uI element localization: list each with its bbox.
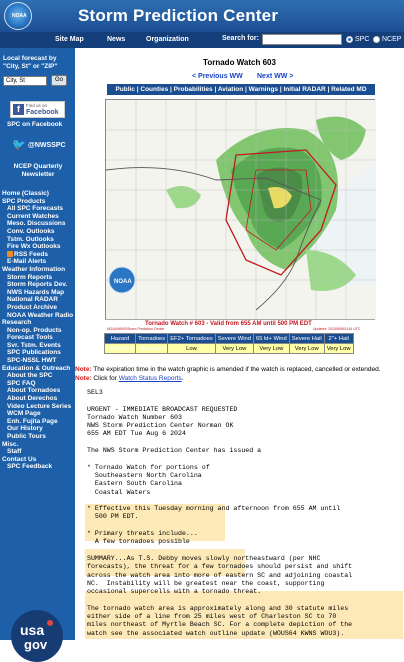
sidebar-item[interactable] [2, 312, 74, 320]
sidebar-item[interactable] [2, 236, 74, 244]
go-button[interactable]: Go [51, 75, 67, 86]
product-text-line [87, 596, 352, 604]
sidebar-item[interactable] [2, 205, 74, 213]
legend-65kt-wind-value: Very Low [253, 344, 289, 354]
sidebar-item[interactable] [2, 334, 74, 342]
sidebar-item[interactable] [2, 296, 74, 304]
product-text-line: watch see the associated watch outline update (WOUS64 KWNS WOU3). [87, 629, 345, 637]
noaa-logo-text: NOAA [12, 13, 27, 19]
sidebar-item[interactable] [2, 342, 74, 350]
twitter-icon[interactable]: 🐦 [12, 139, 26, 151]
sidebar-item-label: Svr. Tstm. Events [7, 341, 61, 349]
product-text-line [87, 522, 352, 530]
map-valid-caption: Tornado Watch # 603 - Valid from 655 AM until 500 PM EDT [145, 321, 312, 327]
sidebar-item-label: NWS Hazards Map [7, 288, 65, 296]
sidebar-item[interactable] [2, 403, 74, 411]
product-text-line: Coastal Waters [87, 488, 151, 496]
sidebar-item-label: Education & Outreach [2, 364, 71, 372]
previous-ww-link[interactable]: < Previous WW [192, 73, 243, 80]
svg-text:NOAA: NOAA [114, 279, 132, 285]
note-status-post: . [181, 375, 184, 382]
facebook-badge[interactable] [10, 101, 65, 118]
sidebar-item-label: Product Archive [7, 303, 57, 311]
note-status-pre: Click for [91, 375, 119, 382]
legend-2in-hail-value: Very Low [324, 344, 353, 354]
sidebar-item-label: National RADAR [7, 296, 58, 304]
product-text-line: 500 PM EDT. [87, 513, 139, 521]
legend-header-severe-hail: Severe Hail [289, 334, 324, 344]
sidebar-item[interactable] [2, 387, 74, 395]
facebook-find-label: Find us on [26, 103, 48, 108]
sidebar-item-label: SPC-NSSL HWT [7, 357, 57, 365]
legend-hazard-row [105, 334, 354, 344]
local-forecast-label: Local forecast by "City, St" or "ZIP" [3, 55, 58, 70]
nav-site-map[interactable]: Site Map [55, 36, 84, 43]
sidebar-item[interactable] [2, 213, 74, 221]
watch-map-graphic [106, 100, 376, 320]
sidebar-item-label: Staff [7, 448, 22, 456]
sidebar-item[interactable] [2, 380, 74, 388]
product-text-line: SEL3 [87, 389, 103, 396]
product-text-line: * Effective this Tuesday morning and afternoon from 655 AM until [87, 505, 341, 513]
site-header [0, 0, 404, 32]
sidebar-item-label: SPC Products [2, 197, 46, 205]
sidebar-item-label: Tstm. Outlooks [7, 235, 54, 243]
search-input[interactable] [262, 34, 342, 45]
product-text-line [87, 397, 352, 405]
sidebar-item-label: Weather Information [2, 265, 66, 273]
spc-facebook-link[interactable]: SPC on Facebook [7, 121, 63, 128]
legend-header-tornadoes: Tornadoes [136, 334, 168, 344]
city-input[interactable]: City, St [3, 76, 47, 86]
note-status-label: Note: [75, 375, 92, 382]
legend-severe-wind-value: Very Low [215, 344, 253, 354]
legend-header-severe-wind: Severe Wind [215, 334, 253, 344]
product-text-line: Tornado Watch Number 603 [87, 413, 182, 421]
product-text-line: URGENT - IMMEDIATE BROADCAST REQUESTED [87, 405, 238, 413]
watch-product-text [87, 389, 352, 638]
product-text-line: NC. Instability will be greatest near the coast, supporting [87, 579, 325, 587]
rss-icon [7, 251, 13, 257]
facebook-icon: f [13, 104, 24, 115]
sidebar-item-label: Fire Wx Outlooks [7, 243, 61, 251]
product-text-line: Southeastern North Carolina [87, 471, 202, 479]
note-expiration [75, 366, 381, 373]
sidebar-item[interactable] [2, 289, 74, 297]
sidebar-item[interactable] [2, 243, 74, 251]
sidebar-item-label: Non-op. Products [7, 326, 62, 334]
note-status [75, 375, 184, 382]
sidebar-item-label: Video Lecture Series [7, 402, 72, 410]
noaa-logo[interactable] [4, 2, 32, 30]
product-text-line [87, 547, 352, 555]
sidebar-item-label: Public Tours [7, 433, 46, 440]
product-text-line [87, 455, 352, 463]
sidebar-item[interactable] [2, 281, 74, 289]
radio-spc-label: SPC [355, 36, 370, 43]
product-text-line: The tornado watch area is approximately along and 30 statute miles [87, 604, 349, 612]
main-content [75, 48, 404, 640]
sidebar-item-label: Storm Reports Dev. [7, 281, 68, 289]
sidebar-item-label: Home (Classic) [2, 190, 49, 197]
product-text-line: The NWS Storm Prediction Center has issued a [87, 447, 262, 455]
sidebar-item[interactable] [2, 220, 74, 228]
sidebar-section[interactable] [2, 319, 74, 327]
sidebar-item-label: NOAA Weather Radio [7, 311, 74, 319]
product-text-line: 655 AM EDT Tue Aug 6 2024 [87, 430, 186, 438]
sidebar-item-label: WCM Page [7, 410, 41, 418]
product-text-line: occasional supercells with a tornado threat. [87, 588, 262, 596]
usagov-dot-icon [47, 620, 53, 626]
watch-status-reports-link[interactable]: Watch Status Reports [118, 375, 182, 382]
sidebar-item[interactable] [2, 395, 74, 403]
radio-spc[interactable] [346, 36, 353, 43]
sidebar-item-label: About the SPC [7, 372, 53, 380]
product-text-line: forecasts), the threat for a few tornadoes should persist and shift [87, 563, 353, 571]
sidebar-item-label: Our History [7, 425, 43, 433]
usagov-text-usa: usa [20, 622, 45, 638]
radio-ncep[interactable] [373, 36, 380, 43]
sidebar-item-label: Storm Reports [7, 273, 53, 281]
nav-news[interactable]: News [107, 36, 126, 43]
note-expiration-label: Note: [75, 366, 92, 373]
sidebar-section[interactable] [2, 266, 74, 274]
legend-likelihood-row [105, 344, 354, 354]
product-text-line: * Tornado Watch for portions of [87, 463, 210, 471]
sidebar-item[interactable] [2, 274, 74, 282]
sidebar-section[interactable] [2, 198, 74, 206]
product-text-line: miles northeast of Myrtle Beach SC. For a complete depiction of the [87, 621, 353, 629]
sidebar-section[interactable] [2, 365, 74, 373]
facebook-name: Facebook [26, 109, 59, 116]
site-title[interactable]: Storm Prediction Center [78, 6, 279, 25]
legend-header-ef2: EF2+ Tornadoes [168, 334, 216, 344]
sidebar-item-label: Misc. [2, 440, 19, 448]
search-label: Search for: [222, 35, 259, 42]
sidebar-item-label: Contact Us [2, 455, 37, 463]
sidebar-item[interactable] [2, 228, 74, 236]
sidebar-item-label: SPC FAQ [7, 379, 36, 387]
usagov-text-gov: gov [24, 637, 48, 652]
sidebar-item-label: E-Mail Alerts [7, 258, 47, 266]
legend-tornadoes-value: Moderate [136, 344, 168, 354]
product-link-bar[interactable]: Public | Counties | Probabilities | Aviation | Warnings | Initial RADAR | Related MD [107, 84, 375, 95]
map-footer-right: Updated: 20240806/1144 UTC [313, 327, 361, 331]
sidebar-item-label: SPC Feedback [7, 463, 53, 471]
legend-ef2-value: Low [168, 344, 216, 354]
sidebar-item-label: Conv. Outlooks [7, 227, 55, 235]
legend-header-2in-hail: 2"+ Hail [324, 334, 353, 344]
ncep-newsletter-link[interactable]: NCEP Quarterly Newsletter [13, 163, 63, 178]
product-text-line: * Primary threats include... [87, 530, 198, 538]
legend-likelihood-label: Likelihood [105, 344, 136, 354]
sidebar-item[interactable] [2, 357, 74, 365]
sidebar-item[interactable] [2, 304, 74, 312]
sidebar-item[interactable] [2, 448, 74, 456]
sidebar-item[interactable] [2, 258, 74, 266]
sidebar-item[interactable] [2, 349, 74, 357]
sidebar-item-label: About Derechos [7, 395, 58, 403]
product-text-line: A few tornadoes possible [87, 538, 190, 546]
sidebar-item-label: Research [2, 319, 32, 327]
sidebar-item-rss-feeds[interactable] [2, 251, 74, 259]
twitter-handle-link[interactable]: @NWSSPC [28, 142, 66, 149]
sidebar [0, 48, 75, 652]
map-caption-bar [105, 319, 375, 330]
sidebar-item[interactable] [2, 372, 74, 380]
sidebar-section[interactable] [2, 456, 74, 464]
map-footer-left: NOAA/NWS/Storm Prediction Center [107, 327, 165, 331]
sidebar-item-label: RSS Feeds [14, 250, 48, 258]
sidebar-section[interactable] [2, 441, 74, 449]
nav-organization[interactable]: Organization [146, 36, 189, 43]
product-text-line [87, 439, 352, 447]
sidebar-item[interactable] [2, 425, 74, 433]
product-text-line: NWS Storm Prediction Center Norman OK [87, 422, 234, 430]
sidebar-item-label: Forecast Tools [7, 334, 53, 342]
sidebar-item-label: SPC Publications [7, 349, 61, 357]
usagov-logo[interactable] [11, 610, 63, 662]
product-text-line: across the watch area into more of eastern SC and adjoining coastal [87, 571, 353, 579]
sidebar-item[interactable] [2, 433, 74, 441]
sidebar-item-label: Enh. Fujita Page [7, 417, 58, 425]
legend-header-hazard: Hazard [105, 334, 136, 344]
note-expiration-text: The expiration time in the watch graphic is amended if the watch is replaced, cancelled or extended. [91, 366, 381, 373]
radio-ncep-label: NCEP [382, 36, 402, 43]
sidebar-item-label: All SPC Forecasts [7, 205, 63, 213]
sidebar-item[interactable] [2, 463, 74, 471]
page-title: Tornado Watch 603 [203, 58, 276, 67]
sidebar-item-label: Current Watches [7, 212, 59, 220]
sidebar-menu [2, 190, 74, 471]
sidebar-item-label: Meso. Discussions [7, 220, 66, 228]
product-text-line [87, 497, 352, 505]
sidebar-item[interactable] [2, 410, 74, 418]
sidebar-section[interactable] [2, 190, 74, 198]
sidebar-item[interactable] [2, 327, 74, 335]
sidebar-item[interactable] [2, 418, 74, 426]
next-ww-link[interactable]: Next WW > [257, 73, 294, 80]
hazard-legend-table [104, 333, 354, 354]
product-text-line: SUMMARY...As T.S. Debby moves slowly northeastward (per NHC [87, 554, 321, 562]
sidebar-item-label: About Tornadoes [7, 387, 61, 395]
product-text-line: Eastern South Carolina [87, 480, 182, 488]
top-nav [0, 32, 404, 48]
legend-header-65kt-wind: 65 kt+ Wind [253, 334, 289, 344]
product-text-line: either side of a line from 25 miles west of Charleston SC to 70 [87, 613, 337, 621]
watch-map [105, 99, 375, 330]
legend-severe-hail-value: Very Low [289, 344, 324, 354]
